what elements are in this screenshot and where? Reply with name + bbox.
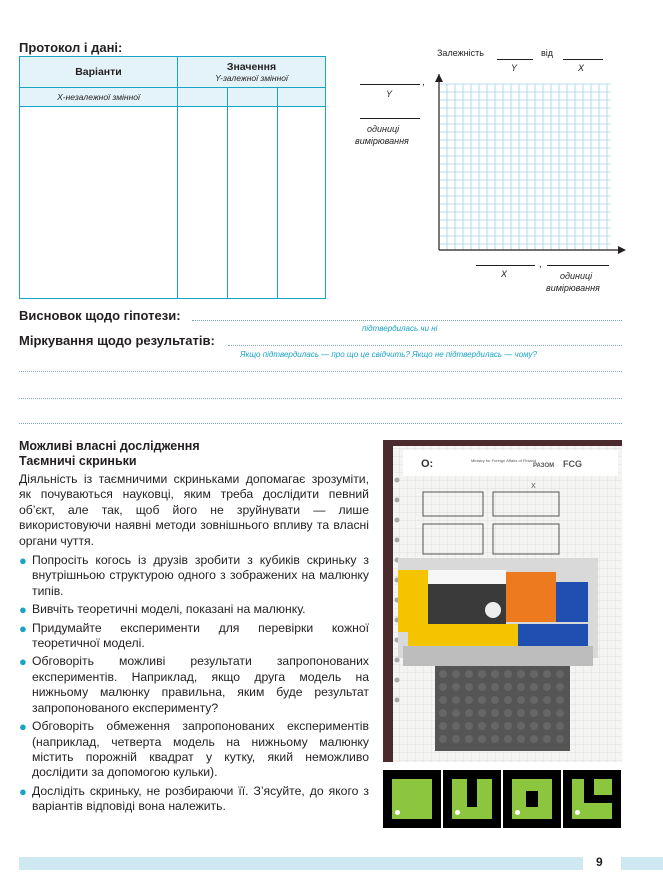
wall — [467, 779, 477, 807]
hypothesis-answer-line[interactable] — [192, 320, 622, 321]
ball-icon — [575, 810, 580, 815]
x-units-line2: вимірювання — [546, 283, 600, 293]
list-item — [19, 654, 369, 716]
x-value-cell[interactable] — [228, 88, 278, 107]
list-item-text: Попросіть когось із друзів зробити з кубиків скриньку з внутрішньою структурою одного з зображених на малюнку типів. — [32, 553, 369, 598]
hypothesis-label: Висновок щодо гіпотези: — [19, 308, 181, 323]
x-value-cell[interactable] — [278, 88, 326, 107]
svg-text:Ministry for Foreign Affairs o: Ministry for Foreign Affairs of Finland — [471, 458, 537, 463]
graph-title-prefix: Залежність — [437, 48, 484, 58]
graph-title-y: Y — [511, 63, 518, 73]
x-axis-symbol: X — [501, 269, 508, 279]
svg-text:РАЗОМ: РАЗОМ — [533, 463, 555, 469]
ball-icon — [455, 810, 460, 815]
footer-bar — [621, 857, 663, 870]
list-item-text: Обговоріть обмеження запропонованих експериментів (наприклад, четверта модель на нижньому малюнку містить порожній квадрат у кутку, який неможливо дослідити за допомогою кульки). — [32, 719, 369, 780]
model-tile-1 — [383, 770, 441, 828]
y-units-line1: одиниці — [367, 124, 400, 134]
list-item — [19, 784, 369, 815]
values-header-cell — [178, 57, 326, 88]
answer-line[interactable] — [19, 398, 622, 399]
research-bullets — [19, 553, 369, 815]
results-answer-line[interactable] — [228, 345, 622, 346]
list-item — [19, 621, 369, 652]
list-item — [19, 602, 369, 617]
hypothesis-hint: підтвердилась чи ні — [362, 324, 438, 333]
svg-text:FCG: FCG — [563, 459, 582, 469]
value-cell[interactable] — [228, 107, 278, 299]
model-tile-3 — [503, 770, 561, 828]
answer-line[interactable] — [19, 423, 622, 424]
wall — [584, 779, 594, 803]
research-intro: Діяльність із таємничими скриньками допомагає зрозуміти, як почуваються науковці, яким треба дослідити певний об’єкт, але так, щоб його не зруйнувати — лише використовуючи наявні методи зовнішнього впливу та власні органи чуття. — [19, 472, 369, 548]
x-axis-comma: , — [539, 259, 542, 270]
answer-line[interactable] — [19, 371, 622, 372]
graph-grid — [428, 74, 628, 259]
y-axis-symbol: Y — [386, 89, 393, 99]
x-value-cell[interactable] — [178, 88, 228, 107]
list-item — [19, 553, 369, 599]
values-subheader: Y-залежної змінної — [215, 73, 288, 83]
bullet-icon: ● — [19, 783, 27, 799]
x-axis-arrow-icon — [618, 246, 626, 254]
y-axis-arrow-icon — [435, 74, 443, 82]
y-axis-name-blank[interactable] — [360, 84, 420, 85]
bullet-icon: ● — [19, 719, 27, 735]
y-units-line2: вимірювання — [355, 136, 409, 146]
list-item-text: Дослідіть скриньку, не розбираючи її. З’ясуйте, до якого з варіантів відповіді вона належить. — [32, 783, 369, 814]
page-number: 9 — [596, 855, 603, 869]
graph-title-x: X — [578, 63, 585, 73]
results-hint: Якщо підтвердилась — про що це свідчить? Якщо не підтвердилась — чому? — [240, 350, 537, 359]
variant-cell[interactable] — [20, 107, 178, 299]
x-row-label: X-незалежної змінної — [20, 88, 178, 107]
list-item-text: Придумайте експерименти для перевірки кожної теоретичної моделі. — [32, 620, 369, 651]
graph-title-blank-x[interactable] — [563, 59, 603, 60]
bullet-icon: ● — [19, 602, 27, 618]
list-item-text: Вивчіть теоретичні моделі, показані на малюнку. — [32, 602, 306, 617]
list-item-text: Обговоріть можливі результати запропонованих експериментів. Наприклад, якщо друга модель на нижньому малюнку правильна, яким буде результат запропонованого експерименту? — [32, 654, 369, 715]
value-cell[interactable] — [178, 107, 228, 299]
mystery-box-photo — [383, 440, 622, 762]
x-axis-name-blank[interactable] — [476, 265, 535, 266]
research-section — [19, 439, 369, 818]
research-heading: Можливі власні дослідження — [19, 439, 200, 453]
y-axis-comma: , — [422, 77, 425, 88]
graph-title-mid: від — [541, 48, 554, 58]
block — [526, 791, 538, 807]
ball-icon — [515, 810, 520, 815]
ball-icon — [395, 810, 400, 815]
svg-text:X: X — [531, 483, 536, 490]
bullet-icon: ● — [19, 620, 27, 636]
wall — [594, 795, 612, 803]
x-units-blank[interactable] — [547, 265, 609, 266]
value-cell[interactable] — [278, 107, 326, 299]
protocol-table — [19, 56, 326, 299]
bullet-icon: ● — [19, 553, 27, 569]
x-units-line1: одиниці — [560, 271, 593, 281]
graph-title-blank-y[interactable] — [497, 59, 533, 60]
variants-header: Варіанти — [20, 57, 178, 88]
results-label: Міркування щодо результатів: — [19, 333, 215, 348]
y-units-blank[interactable] — [360, 118, 420, 119]
svg-text:O:: O: — [421, 458, 434, 470]
protocol-title: Протокол і дані: — [19, 40, 123, 55]
model-tile-4 — [563, 770, 621, 828]
model-tile-2 — [443, 770, 501, 828]
values-header: Значення — [226, 61, 277, 73]
footer-bar — [19, 857, 583, 870]
list-item — [19, 719, 369, 781]
bullet-icon: ● — [19, 654, 27, 670]
research-subheading: Таємничі скриньки — [19, 454, 137, 468]
